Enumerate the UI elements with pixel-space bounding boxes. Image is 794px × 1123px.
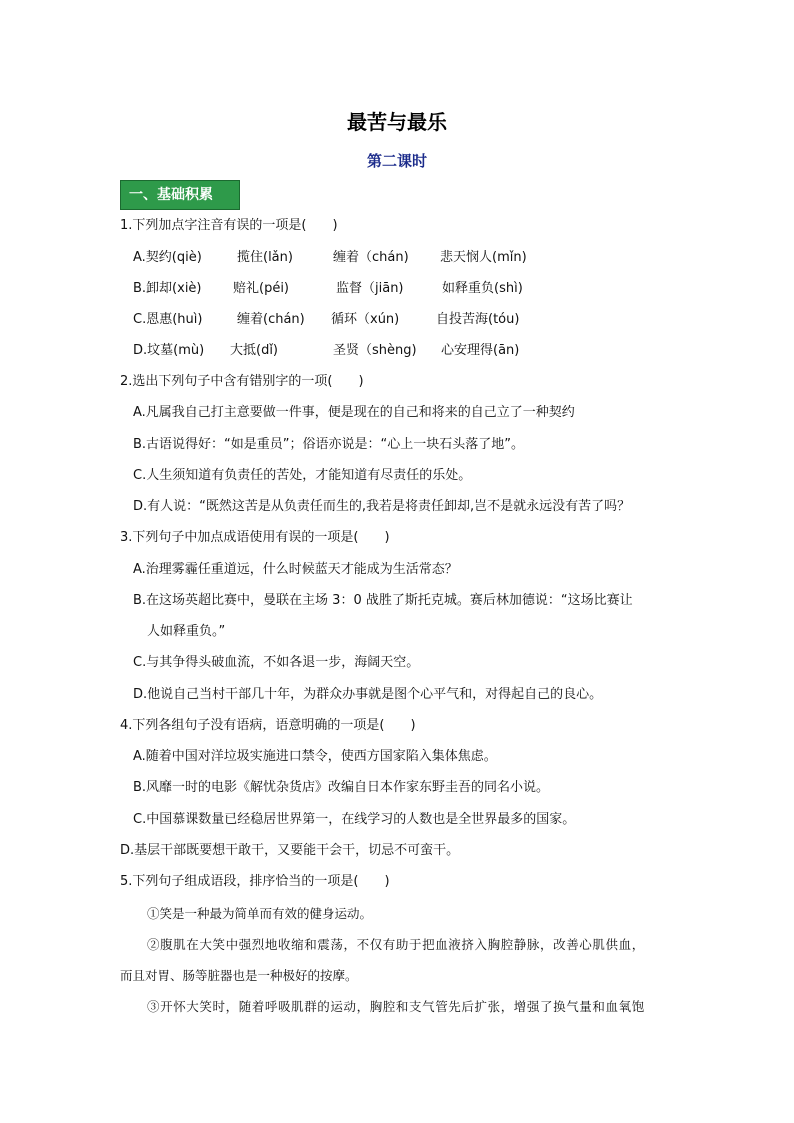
q1-a-item-1: A.契约(qiè) <box>133 250 202 265</box>
question-5-stem: 5.下列句子组成语段，排序恰当的一项是( ) <box>120 874 390 889</box>
q3-option-c: C.与其争得头破血流，不如各退一步，海阔天空。 <box>133 655 420 670</box>
q2-option-d: D.有人说：“既然这苦是从负责任而生的,我若是将责任卸却,岂不是就永远没有苦了吗？ <box>133 499 631 514</box>
q1-a-item-2: 揽住(lǎn) <box>237 250 293 265</box>
q1-d-item-2: 大抵(dǐ) <box>230 343 279 358</box>
question-1-stem: 1.下列加点字注音有误的一项是( ) <box>120 218 338 233</box>
q2-option-c: C.人生须知道有负责任的苦处，才能知道有尽责任的乐处。 <box>133 468 472 483</box>
lesson-subtitle: 第二课时 <box>366 152 427 170</box>
q5-sentence-3: ③开怀大笑时，随着呼吸肌群的运动，胸腔和支气管先后扩张，增强了换气量和血氧饱 <box>147 999 645 1014</box>
question-4-stem: 4.下列各组句子没有语病，语意明确的一项是( ) <box>120 718 416 733</box>
q1-d-item-3: 圣贤（shèng) <box>333 343 417 358</box>
q3-option-b-cont: 人如释重负。” <box>147 624 226 639</box>
q2-option-a: A.凡属我自己打主意要做一件事，便是现在的自己和将来的自己立了一种契约 <box>133 405 575 420</box>
q2-option-b: B.古语说得好：“如是重员”；俗语亦说是：“心上一块石头落了地”。 <box>133 437 524 452</box>
q1-a-item-4: 悲天悯人(mǐn) <box>440 250 527 265</box>
q4-option-a: A.随着中国对洋垃圾实施进口禁令，使西方国家陷入集体焦虑。 <box>133 749 497 764</box>
q5-sentence-2-cont: 而且对胃、肠等脏器也是一种极好的按摩。 <box>120 968 358 983</box>
section-badge: 一、基础积累 <box>120 180 240 210</box>
q1-d-item-1: D.坟墓(mù) <box>133 343 205 358</box>
q1-c-item-2: 缠着(chán) <box>237 312 305 327</box>
q1-b-item-3: 监督（jiān) <box>336 281 404 296</box>
q1-b-item-2: 赔礼(péi) <box>233 281 290 296</box>
question-3-stem: 3.下列句子中加点成语使用有误的一项是( ) <box>120 530 390 545</box>
q5-sentence-2: ②腹肌在大笑中强烈地收缩和震荡，不仅有助于把血液挤入胸腔静脉，改善心肌供血， <box>147 937 645 952</box>
q5-sentence-1: ①笑是一种最为简单而有效的健身运动。 <box>147 906 373 921</box>
q4-option-b: B.风靡一时的电影《解忧杂货店》改编自日本作家东野圭吾的同名小说。 <box>133 780 550 795</box>
q1-c-item-1: C.恩惠(huì) <box>133 312 203 327</box>
q3-option-a: A.治理雾霾任重道远，什么时候蓝天才能成为生活常态？ <box>133 562 458 577</box>
q1-a-item-3: 缠着（chán) <box>333 250 409 265</box>
question-2-stem: 2.选出下列句子中含有错别字的一项( ) <box>120 374 364 389</box>
q3-option-b: B.在这场英超比赛中，曼联在主场 3：0 战胜了斯托克城。赛后林加德说：“这场比赛让 <box>133 593 633 608</box>
q1-c-item-4: 自投苦海(tóu) <box>436 312 520 327</box>
q4-option-d: D.基层干部既要想干敢干，又要能干会干，切忌不可蛮干。 <box>120 843 460 858</box>
q1-b-item-1: B.卸却(xiè) <box>133 281 202 296</box>
q3-option-d: D.他说自己当村干部几十年，为群众办事就是图个心平气和，对得起自己的良心。 <box>133 687 603 702</box>
q1-b-item-4: 如释重负(shì) <box>442 281 523 296</box>
page-title: 最苦与最乐 <box>347 110 447 134</box>
q1-d-item-4: 心安理得(ān) <box>441 343 520 358</box>
q1-c-item-3: 循环（xún) <box>331 312 400 327</box>
q4-option-c: C.中国慕课数量已经稳居世界第一，在线学习的人数也是全世界最多的国家。 <box>133 812 576 827</box>
